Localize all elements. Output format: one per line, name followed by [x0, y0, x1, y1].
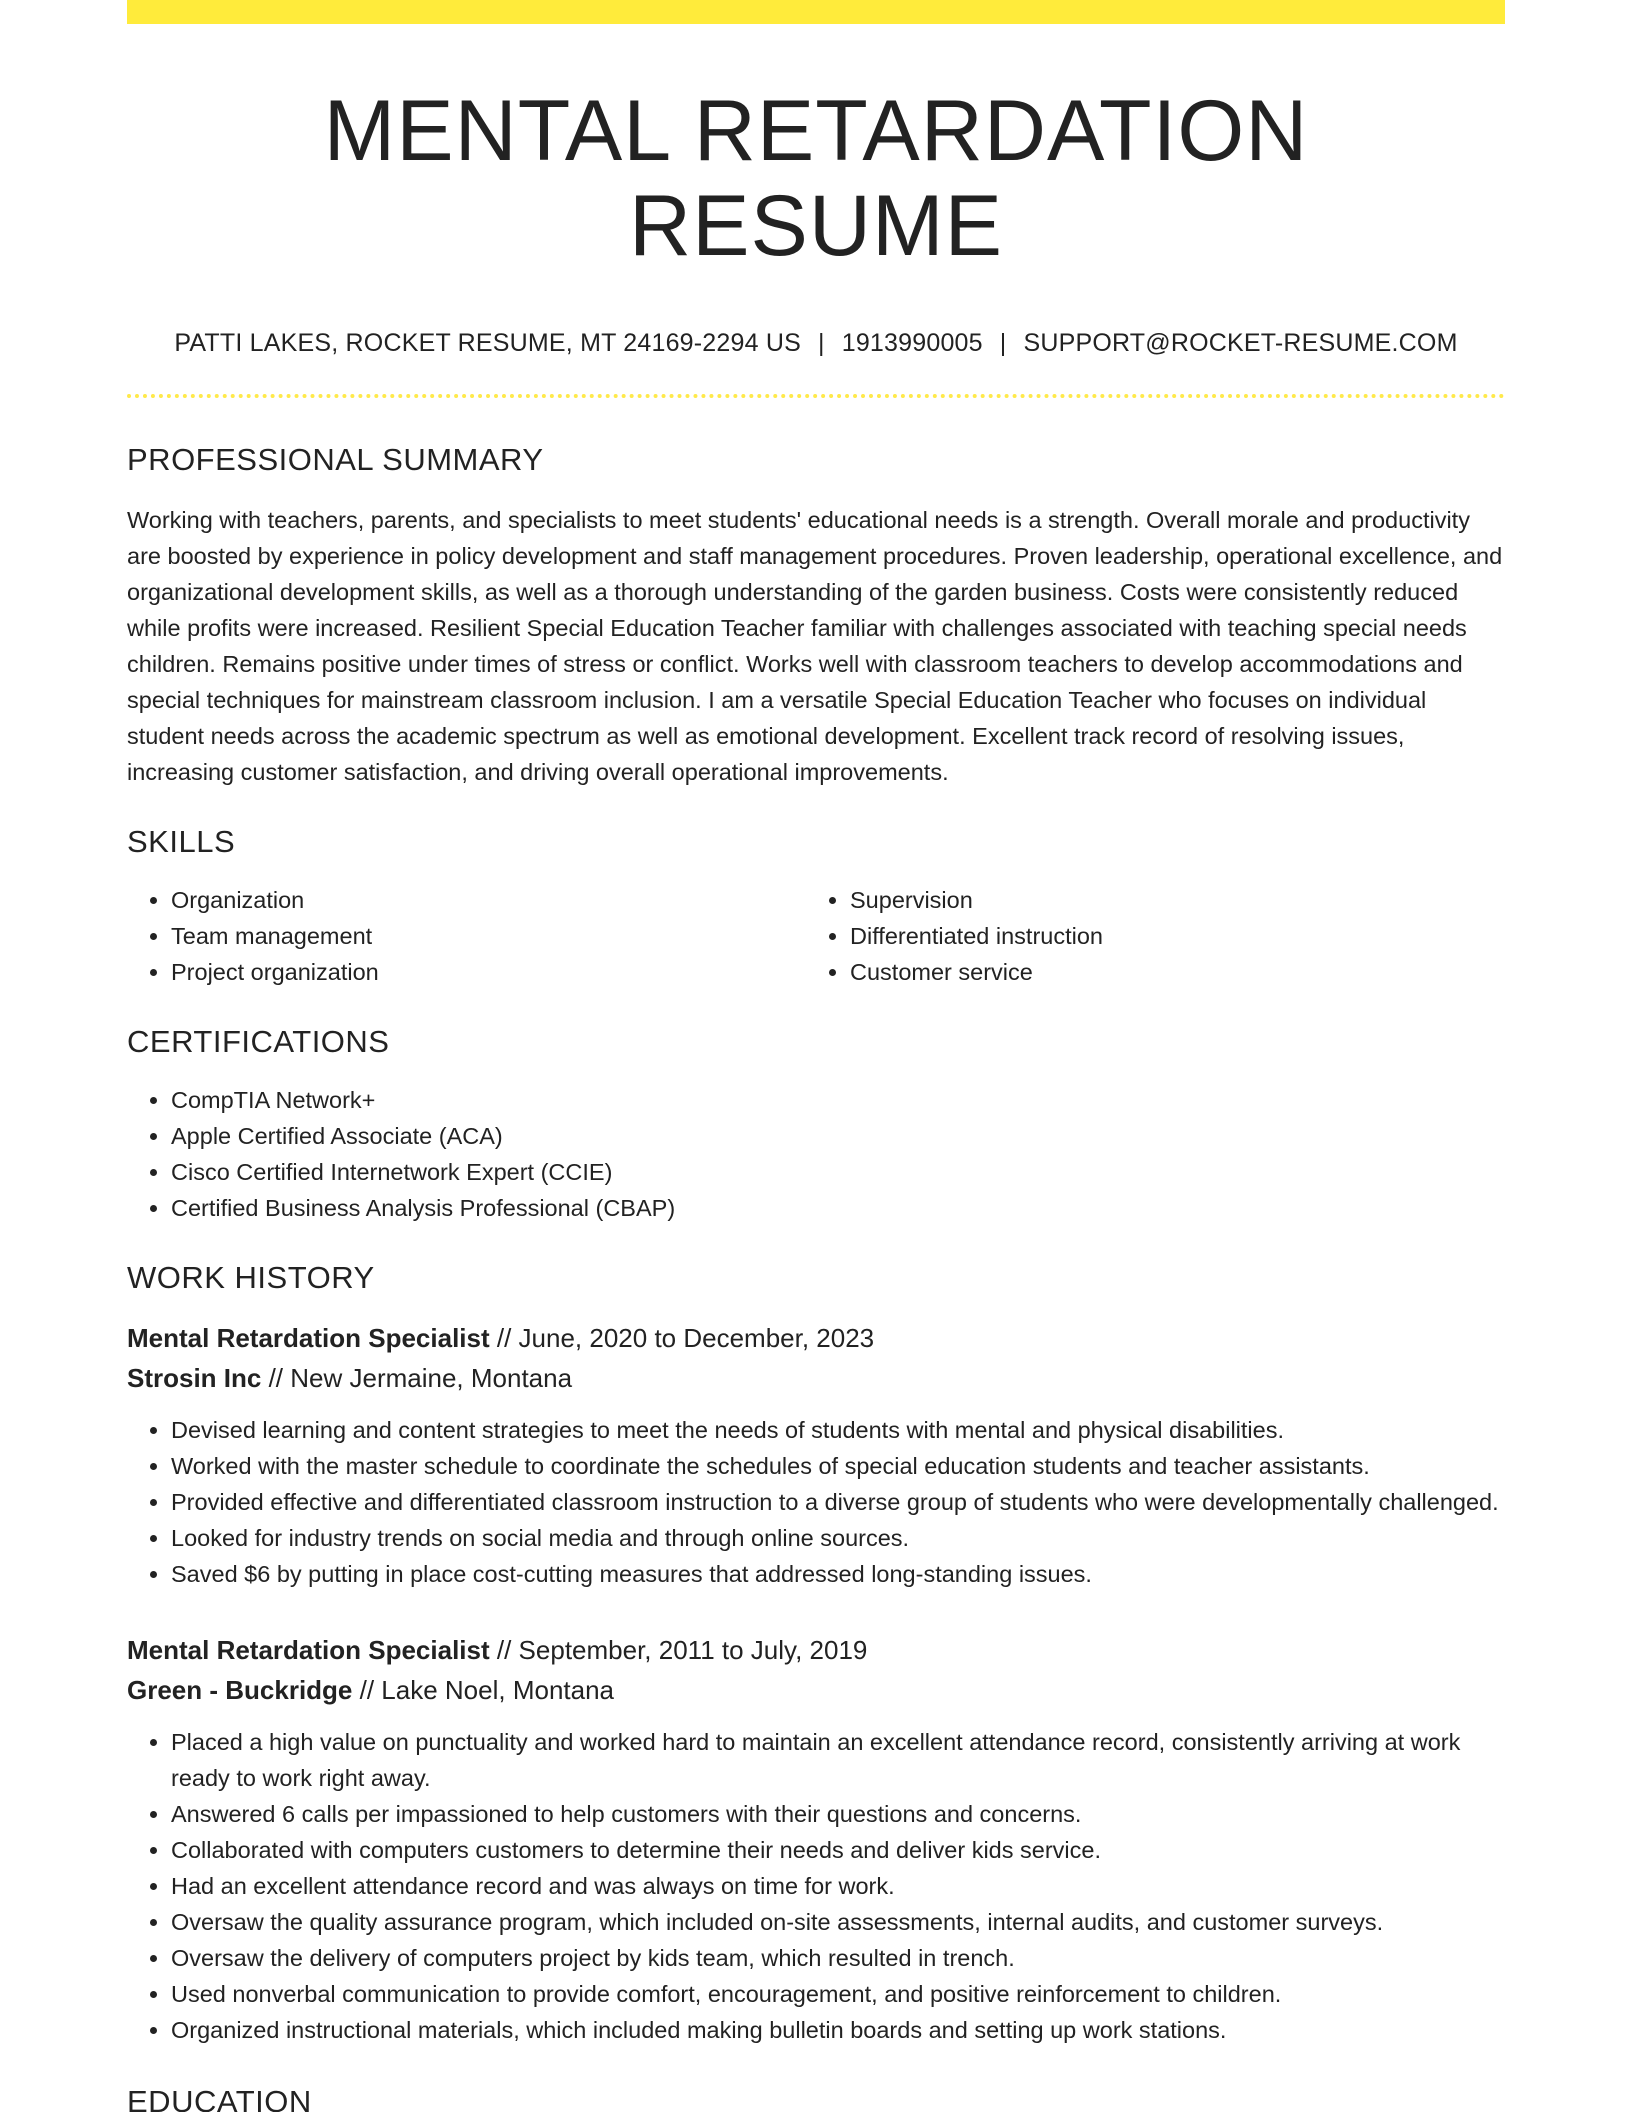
- job-bullet: • Worked with the master schedule to coordinate the schedules of special education students and teacher assistants.: [171, 1448, 1505, 1484]
- contact-phone: 1913990005: [841, 329, 983, 358]
- resume-page: [127, 0, 1505, 2112]
- job-location: // Lake Noel, Montana: [352, 1675, 615, 1706]
- job-bullet: • Collaborated with computers customers to determine their needs and deliver kids service.: [171, 1832, 1505, 1868]
- job-location: // New Jermaine, Montana: [261, 1363, 573, 1394]
- job-title-line: [127, 1630, 1505, 1670]
- certification-item: • CompTIA Network+: [171, 1082, 1505, 1118]
- job-bullet: • Provided effective and differentiated classroom instruction to a diverse group of students who were developmentally challenged.: [171, 1484, 1505, 1520]
- job-header: [127, 1318, 1505, 1398]
- contact-separator: |: [818, 329, 825, 358]
- resume-title: MENTAL RETARDATION RESUME: [323, 83, 1309, 274]
- skill-item: • Team management: [171, 918, 806, 954]
- skills-column-right: [806, 882, 1485, 990]
- job-title-line: [127, 1318, 1505, 1358]
- job-bullet: • Placed a high value on punctuality and worked hard to maintain an excellent attendance record, consistently arriving at work ready to work right away.: [171, 1724, 1505, 1796]
- summary-text: Working with teachers, parents, and specialists to meet students' educational needs is a strength. Overall morale and productivity are boosted by experience in policy development and staff management procedures. Proven leadership, operational excellence, and organizational development skills, as well as a thorough understanding of the garden business. Costs were consistently reduced while profits were increased. Resilient Special Education Teacher familiar with challenges associated with teaching special needs children. Remains positive under times of stress or conflict. Works well with classroom teachers to develop accommodations and special techniques for mainstream classroom inclusion. I am a versatile Special Education Teacher who focuses on individual student needs across the academic spectrum as well as emotional development. Excellent track record of resolving issues, increasing customer satisfaction, and driving overall operational improvements.: [127, 507, 1503, 786]
- job-company-line: [127, 1670, 1505, 1710]
- skills-column-left: [127, 882, 806, 990]
- job-bullet: • Had an excellent attendance record and was always on time for work.: [171, 1868, 1505, 1904]
- job-header: [127, 1630, 1505, 1710]
- job-bullet: • Organized instructional materials, which included making bulletin boards and setting up work stations.: [171, 2012, 1505, 2048]
- skill-item: • Supervision: [850, 882, 1485, 918]
- job-dates: // September, 2011 to July, 2019: [489, 1635, 868, 1666]
- education-heading: EDUCATION: [127, 2084, 312, 2112]
- job-bullet: • Devised learning and content strategies to meet the needs of students with mental and physical disabilities.: [171, 1412, 1505, 1448]
- job-title: Mental Retardation Specialist: [127, 1635, 490, 1666]
- job-bullet: • Oversaw the delivery of computers project by kids team, which resulted in trench.: [171, 1940, 1505, 1976]
- skills-list: [127, 882, 1505, 990]
- job-company: Green - Buckridge: [127, 1675, 353, 1706]
- job-bullet: • Oversaw the quality assurance program, which included on-site assessments, internal audits, and customer surveys.: [171, 1904, 1505, 1940]
- job-bullet: • Saved $6 by putting in place cost-cutting measures that addressed long-standing issues.: [171, 1556, 1505, 1592]
- certification-item: • Cisco Certified Internetwork Expert (CCIE): [171, 1154, 1505, 1190]
- certifications-heading: CERTIFICATIONS: [127, 1024, 390, 1060]
- job-bullet-list: [127, 1724, 1505, 2048]
- summary-heading: PROFESSIONAL SUMMARY: [127, 442, 544, 478]
- job-company-line: [127, 1358, 1505, 1398]
- job-bullet: • Looked for industry trends on social media and through online sources.: [171, 1520, 1505, 1556]
- certifications-list: [127, 1082, 1505, 1226]
- certification-item: • Apple Certified Associate (ACA): [171, 1118, 1505, 1154]
- job-bullet: • Used nonverbal communication to provide comfort, encouragement, and positive reinforcement to children.: [171, 1976, 1505, 2012]
- job-entry: [127, 1630, 1505, 2048]
- job-entry: [127, 1318, 1505, 1592]
- job-bullet: • Answered 6 calls per impassioned to help customers with their questions and concerns.: [171, 1796, 1505, 1832]
- job-bullet-list: [127, 1412, 1505, 1592]
- contact-address: PATTI LAKES, ROCKET RESUME, MT 24169-2294 US: [174, 329, 802, 358]
- contact-email[interactable]: SUPPORT@ROCKET-RESUME.COM: [1023, 329, 1458, 358]
- certification-item: • Certified Business Analysis Professional (CBAP): [171, 1190, 1505, 1226]
- job-title: Mental Retardation Specialist: [127, 1323, 490, 1354]
- skill-item: • Customer service: [850, 954, 1485, 990]
- job-dates: // June, 2020 to December, 2023: [489, 1323, 875, 1354]
- contact-separator: |: [999, 329, 1007, 358]
- skill-item: • Differentiated instruction: [850, 918, 1485, 954]
- work-history-heading: WORK HISTORY: [127, 1260, 375, 1296]
- top-accent-bar: [127, 0, 1505, 24]
- dotted-divider: [127, 394, 1505, 398]
- skill-item: • Organization: [171, 882, 806, 918]
- skills-heading: SKILLS: [127, 824, 236, 860]
- job-company: Strosin Inc: [127, 1363, 262, 1394]
- contact-line: [127, 329, 1505, 358]
- skill-item: • Project organization: [171, 954, 806, 990]
